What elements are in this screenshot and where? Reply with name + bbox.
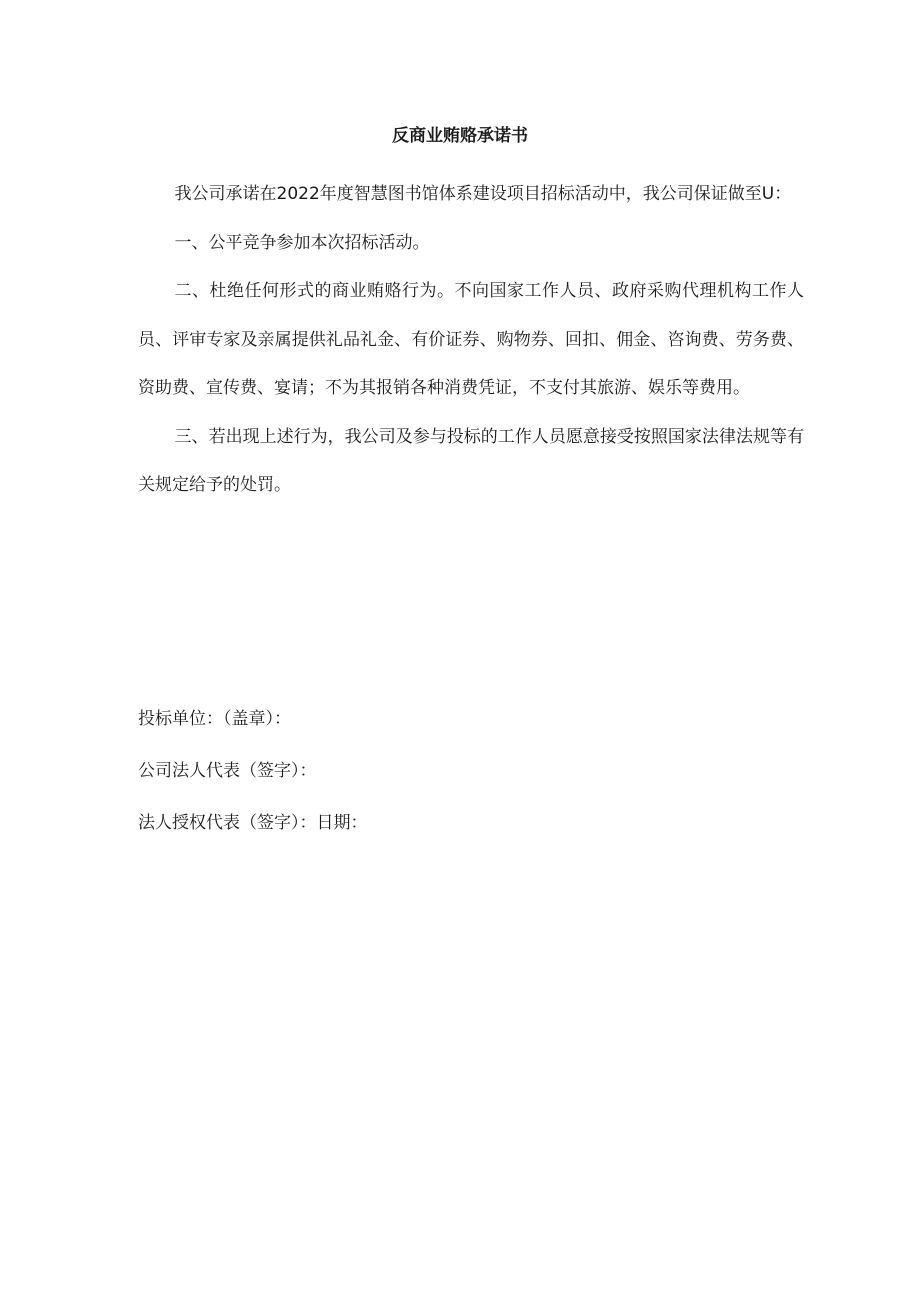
document-title: 反商业贿赂承诺书 <box>392 126 528 146</box>
authorized-representative-line: 法人授权代表（签字）：日期： <box>138 813 368 833</box>
clause-1: 一、公平竞争参加本次招标活动。 <box>174 232 430 253</box>
clause-3: 三、若出现上述行为，我公司及参与投标的工作人员愿意接受按照国家法律法规等有关规定给予的处罚。 <box>138 426 804 495</box>
intro-paragraph: 我公司承诺在2022年度智慧图书馆体系建设项目招标活动中，我公司保证做至U： <box>174 184 792 204</box>
clause-2: 二、杜绝任何形式的商业贿赂行为。不向国家工作人员、政府采购代理机构工作人员、评审专家及亲属提供礼品礼金、有价证券、购物券、回扣、佣金、咨询费、劳务费、资助费、宣传费、宴请；不为其报销各种消费凭证，不支付其旅游、娱乐等费用。 <box>138 281 804 398</box>
signature-block <box>138 707 804 863</box>
bidder-seal-line: 投标单位：（盖章）： <box>138 709 291 729</box>
document-body <box>138 170 804 510</box>
legal-representative-line: 公司法人代表（签字）： <box>138 761 317 781</box>
